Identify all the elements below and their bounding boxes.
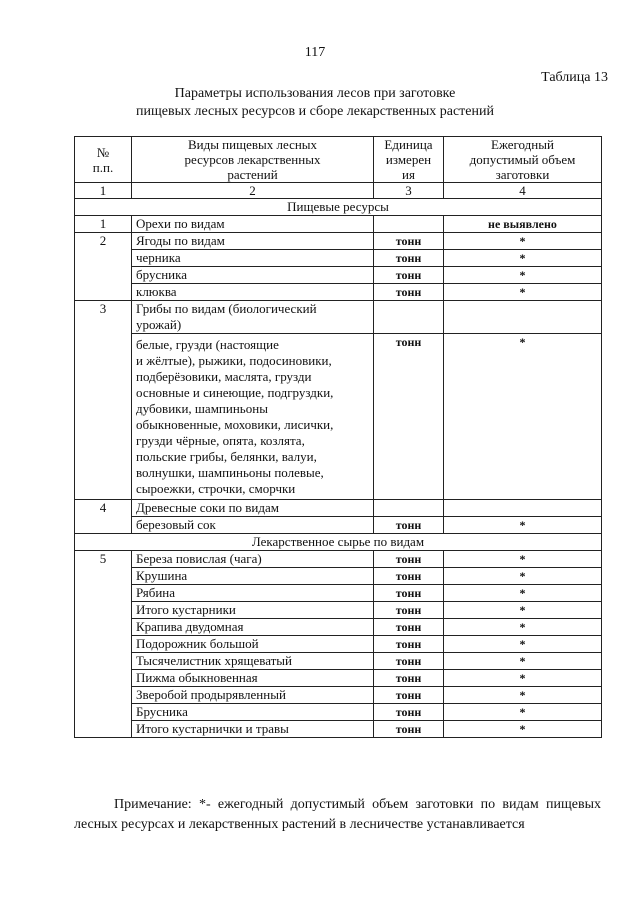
resource-name: березовый сок bbox=[132, 517, 374, 534]
table-row bbox=[75, 267, 602, 284]
resource-name: Пижма обыкновенная bbox=[132, 670, 374, 687]
resource-name: Зверобой продырявленный bbox=[132, 687, 374, 704]
table-row bbox=[75, 216, 602, 233]
table-row bbox=[75, 585, 602, 602]
column-number-row bbox=[75, 183, 602, 199]
table-row bbox=[75, 568, 602, 585]
resource-name: Тысячелистник хрящеватый bbox=[132, 653, 374, 670]
resource-name: Ягоды по видам bbox=[132, 233, 374, 250]
unit-cell: тонн bbox=[374, 704, 444, 721]
volume-cell bbox=[444, 500, 602, 517]
unit-cell: тонн bbox=[374, 517, 444, 534]
volume-cell: * bbox=[444, 334, 602, 500]
row-number: 4 bbox=[75, 500, 132, 534]
volume-cell: * bbox=[444, 619, 602, 636]
resource-name: Древесные соки по видам bbox=[132, 500, 374, 517]
table-row bbox=[75, 636, 602, 653]
resource-name: Береза повислая (чага) bbox=[132, 551, 374, 568]
unit-cell: тонн bbox=[374, 687, 444, 704]
resource-name: Орехи по видам bbox=[132, 216, 374, 233]
volume-cell: * bbox=[444, 284, 602, 301]
unit-cell: тонн bbox=[374, 233, 444, 250]
header-row bbox=[75, 137, 602, 183]
unit-cell: тонн bbox=[374, 585, 444, 602]
column-number: 4 bbox=[444, 183, 602, 199]
resource-name: Грибы по видам (биологический урожай) bbox=[132, 301, 374, 334]
unit-cell: тонн bbox=[374, 250, 444, 267]
table-row bbox=[75, 517, 602, 534]
resource-name: клюква bbox=[132, 284, 374, 301]
table-row bbox=[75, 670, 602, 687]
volume-cell: * bbox=[444, 670, 602, 687]
table-row bbox=[75, 687, 602, 704]
row-number: 5 bbox=[75, 551, 132, 738]
unit-cell: тонн bbox=[374, 334, 444, 500]
resource-name: Подорожник большой bbox=[132, 636, 374, 653]
volume-cell: * bbox=[444, 687, 602, 704]
section-title: Пищевые ресурсы bbox=[75, 199, 602, 216]
volume-cell: * bbox=[444, 602, 602, 619]
title-line-1: Параметры использования лесов при заготовке bbox=[174, 86, 456, 101]
unit-cell: тонн bbox=[374, 267, 444, 284]
resource-name: Итого кустарнички и травы bbox=[132, 721, 374, 738]
table-row bbox=[75, 500, 602, 517]
resource-name-detail: белые, грузди (настоящие и жёлтые), рыжики, подосиновики, подберёзовики, маслята, грузди основные и синеющие, подгруздки, дубовики, шампиньоны обыкновенные, моховики, лисички, грузди чёрные, опята, козлята, польские грибы, белянки, валуи, волнушки, шампиньоны полевые, сыроежки, строчки, сморчки bbox=[132, 334, 374, 500]
volume-cell: * bbox=[444, 233, 602, 250]
table-row bbox=[75, 721, 602, 738]
row-number: 2 bbox=[75, 233, 132, 301]
unit-cell: тонн bbox=[374, 619, 444, 636]
section-row-food bbox=[75, 199, 602, 216]
header-resource-type: Виды пищевых лесных ресурсов лекарственных растений bbox=[132, 137, 374, 183]
volume-cell: * bbox=[444, 517, 602, 534]
unit-cell: тонн bbox=[374, 568, 444, 585]
volume-cell: не выявлено bbox=[444, 216, 602, 233]
volume-cell: * bbox=[444, 267, 602, 284]
resource-name: брусника bbox=[132, 267, 374, 284]
resource-name: Крушина bbox=[132, 568, 374, 585]
table-row bbox=[75, 250, 602, 267]
column-number: 1 bbox=[75, 183, 132, 199]
volume-cell: * bbox=[444, 568, 602, 585]
title-line-2: пищевых лесных ресурсов и сборе лекарственных растений bbox=[136, 104, 494, 119]
section-row-medicinal bbox=[75, 534, 602, 551]
table-title bbox=[0, 85, 630, 121]
resource-name: черника bbox=[132, 250, 374, 267]
unit-cell bbox=[374, 301, 444, 334]
table-row bbox=[75, 301, 602, 334]
unit-cell: тонн bbox=[374, 602, 444, 619]
resource-name: Крапива двудомная bbox=[132, 619, 374, 636]
column-number: 3 bbox=[374, 183, 444, 199]
row-number: 3 bbox=[75, 301, 132, 500]
unit-cell: тонн bbox=[374, 653, 444, 670]
table-row bbox=[75, 653, 602, 670]
volume-cell: * bbox=[444, 653, 602, 670]
unit-cell bbox=[374, 216, 444, 233]
unit-cell: тонн bbox=[374, 551, 444, 568]
page-number: 117 bbox=[304, 45, 326, 60]
table-row bbox=[75, 704, 602, 721]
volume-cell: * bbox=[444, 721, 602, 738]
unit-cell: тонн bbox=[374, 721, 444, 738]
table-row bbox=[75, 602, 602, 619]
volume-cell: * bbox=[444, 704, 602, 721]
unit-cell: тонн bbox=[374, 284, 444, 301]
header-unit: Единица измерен ия bbox=[374, 137, 444, 183]
table-row bbox=[75, 334, 602, 500]
forest-use-table bbox=[74, 136, 602, 738]
column-number: 2 bbox=[132, 183, 374, 199]
table-row bbox=[75, 619, 602, 636]
unit-cell bbox=[374, 500, 444, 517]
volume-cell: * bbox=[444, 636, 602, 653]
unit-cell: тонн bbox=[374, 636, 444, 653]
table-label: Таблица 13 bbox=[541, 70, 608, 85]
volume-cell: * bbox=[444, 250, 602, 267]
table-row bbox=[75, 551, 602, 568]
table-row bbox=[75, 284, 602, 301]
unit-cell: тонн bbox=[374, 670, 444, 687]
resource-name: Брусника bbox=[132, 704, 374, 721]
header-number: № п.п. bbox=[75, 137, 132, 183]
resource-name: Итого кустарники bbox=[132, 602, 374, 619]
table-row bbox=[75, 233, 602, 250]
volume-cell: * bbox=[444, 551, 602, 568]
volume-cell: * bbox=[444, 585, 602, 602]
row-number: 1 bbox=[75, 216, 132, 233]
section-title: Лекарственное сырье по видам bbox=[75, 534, 602, 551]
table-footnote: Примечание: *- ежегодный допустимый объем заготовки по видам пищевых лесных ресурсах и лекарственных растений в лесничестве устанавливается bbox=[74, 797, 601, 832]
resource-name: Рябина bbox=[132, 585, 374, 602]
header-annual-volume: Ежегодный допустимый объем заготовки bbox=[444, 137, 602, 183]
volume-cell bbox=[444, 301, 602, 334]
